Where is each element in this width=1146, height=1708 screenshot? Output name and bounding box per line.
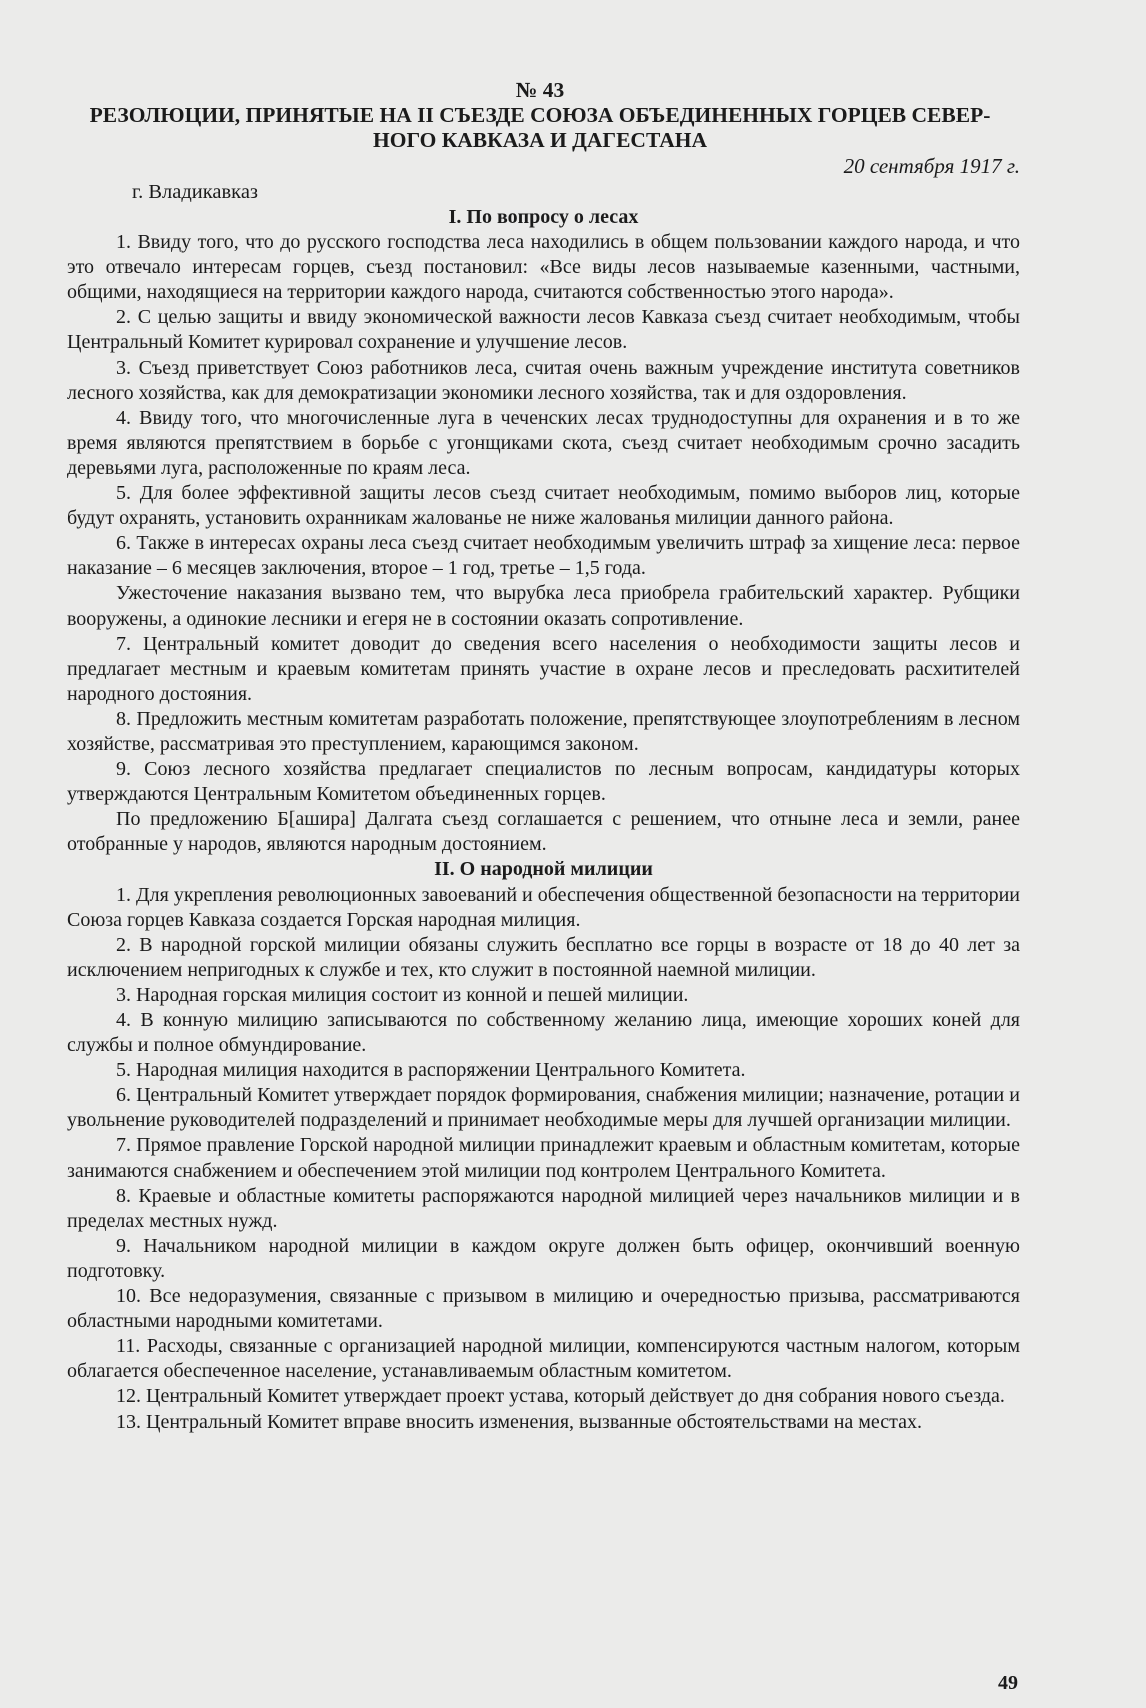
paragraph: 11. Расходы, связанные с организацией народной милиции, компенсируются частным налогом, которым облагается обеспеченное население, устанавливаемым областным комитетом. [67, 1335, 1020, 1383]
document-body [67, 205, 1020, 1435]
paragraph: 2. В народной горской милиции обязаны служить бесплатно все горцы в возрасте от 18 до 40 лет за исключением непригодных к службе и тех, кто служит в постоянной наемной милиции. [67, 933, 1020, 981]
paragraph: 6. Также в интересах охраны леса съезд считает необходимым увеличить штраф за хищение леса: первое наказание – 6 месяцев заключения, второе – 1 год, третье – 1,5 года. [67, 532, 1020, 580]
paragraph: 5. Народная милиция находится в распоряжении Центрального Комитета. [116, 1059, 746, 1082]
paragraph: 10. Все недоразумения, связанные с призывом в милицию и очередностью призыва, рассматриваются областными народными комитетами. [67, 1285, 1020, 1333]
paragraph: 7. Центральный комитет доводит до сведения всего населения о необходимости защиты лесов и предлагает местным и краевым комитетам принять участие в охране лесов и преследовать расхитителей народного достояния. [67, 632, 1020, 705]
paragraph: 13. Центральный Комитет вправе вносить изменения, вызванные обстоятельствами на местах. [116, 1410, 923, 1433]
paragraph: 8. Предложить местным комитетам разработать положение, препятствующее злоупотреблениям в лесном хозяйстве, рассматривая это преступлением, карающимся законом. [67, 707, 1020, 755]
paragraph: 4. В конную милицию записываются по собственному желанию лица, имеющие хороших коней для службы и полное обмундирование. [67, 1009, 1020, 1057]
paragraph: 1. Ввиду того, что до русского господства леса находились в общем пользовании каждого народа, и что это отвечало интересам горцев, съезд постановил: «Все виды лесов называемые казенными, частными, общими, находящиеся на территории каждого народа, считаются собственностью этого народа». [67, 231, 1020, 304]
paragraph: 9. Союз лесного хозяйства предлагает специалистов по лесным вопросам, кандидатуры которых утверждаются Центральным Комитетом объединенных горцев. [67, 758, 1020, 806]
paragraph: 7. Прямое правление Горской народной милиции принадлежит краевым и областным комитетам, которые занимаются снабжением и обеспечением этой милиции под контролем Центрального Комитета. [67, 1134, 1020, 1182]
paragraph: 5. Для более эффективной защиты лесов съезд считает необходимым, помимо выборов лиц, которые будут охранять, установить охранникам жалованье не ниже жалованья милиции данного района. [67, 482, 1020, 530]
paragraph: Ужесточение наказания вызвано тем, что вырубка леса приобрела грабительский характер. Рубщики вооружены, а одинокие лесники и егеря не в состоянии оказать сопротивление. [67, 582, 1020, 630]
document-date: 20 сентября 1917 г. [843, 154, 1020, 178]
paragraph: 4. Ввиду того, что многочисленные луга в чеченских лесах труднодоступны для охранения и в то же время являются препятствием в борьбе с угонщиками скота, съезд считает необходимым срочно засадить деревьями луга, расположенные по краям леса. [67, 406, 1020, 479]
section-title-forests: I. По вопросу о лесах [448, 206, 639, 228]
paragraph: 2. С целью защиты и ввиду экономической важности лесов Кавказа съезд считает необходимым, чтобы Центральный Комитет курировал сохранение и улучшение лесов. [67, 306, 1020, 354]
document-number: № 43 [515, 78, 565, 102]
paragraph: 12. Центральный Комитет утверждает проект устава, который действует до дня собрания нового съезда. [116, 1385, 1005, 1408]
paragraph: 8. Краевые и областные комитеты распоряжаются народной милицией через начальников милиции и в пределах местных нужд. [67, 1184, 1020, 1232]
document-place: г. Владикавказ [132, 181, 259, 203]
paragraph: 9. Начальником народной милиции в каждом округе должен быть офицер, окончивший военную подготовку. [67, 1234, 1020, 1282]
document-title-line-2: НОГО КАВКАЗА И ДАГЕСТАНА [373, 128, 707, 152]
paragraph: 1. Для укрепления революционных завоеваний и обеспечения общественной безопасности на территории Союза горцев Кавказа создается Горская народная милиция. [67, 883, 1020, 931]
paragraph: 3. Народная горская милиция состоит из конной и пешей милиции. [116, 983, 689, 1006]
paragraph: По предложению Б[ашира] Далгата съезд соглашается с решением, что отныне леса и земли, ранее отобранные у народов, являются народным достоянием. [67, 808, 1020, 856]
section-title-militia: II. О народной милиции [434, 858, 653, 881]
document-title-line-1: РЕЗОЛЮЦИИ, ПРИНЯТЫЕ НА II СЪЕЗДЕ СОЮЗА ОБЪЕДИНЕННЫХ ГОРЦЕВ СЕВЕР- [89, 103, 991, 127]
document-header [60, 78, 1020, 153]
page-number: 49 [998, 1672, 1018, 1694]
paragraph: 3. Съезд приветствует Союз работников леса, считая очень важным учреждение института советников лесного хозяйства, как для демократизации экономики лесного хозяйства, так и для оздоровления. [67, 356, 1020, 404]
paragraph: 6. Центральный Комитет утверждает порядок формирования, снабжения милиции; назначение, ротации и увольнение руководителей подразделений и принимает необходимые меры для лучшей организации милиции. [67, 1084, 1020, 1132]
